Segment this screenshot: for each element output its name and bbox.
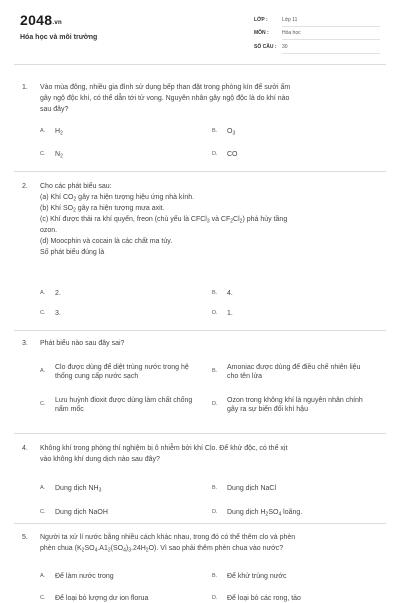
question-number: 2. bbox=[22, 183, 28, 190]
option-text: $N_2$ bbox=[55, 151, 63, 160]
option-text: 2. bbox=[55, 290, 61, 297]
question-text-line: (c) Khí được thải ra khí quyển, freon (chủ yếu là CFCl$_3$ và $CF_2Cl_2$) phá hủy tầng bbox=[40, 216, 288, 225]
worksheet-page: 2048.vn Hóa học và môi trường LỚP : Lớp 11 MÔN : Hóa học SỐ CÂU : 30 1. Vào mùa đông, nhiều gia đình sử dụng bếp than đặt trong phòng kín để sưởi ấm gây ngộ độc khí, có thể dẫn tới tử vong. Nguyên nhân gây ngộ độc là do khí nào sau đây? A. $H_2$ B. $O_3$ C. $N_2$ D. CO 2. Cho các phát biểu sau: (a) Khí $CO_2$ gây ra hiện tượng hiệu ứng nhà kính. (b) Khí $SO_2$ gây ra hiện tượng mưa axit. (c) Khí được thải ra khí quyển, freon (chủ yếu là CFCl$_3$ và $CF_2Cl_2$) phá hủy tầng ozon. (d) Moocphin và cocain là các chất ma túy. Số phát biểu đúng là A. 2. B. 4. C. 3. D. 1. 3. Phát biểu nào sau đây sai? A. Clo được dùng để diệt trùng nước trong hệ thống cung cấp nước sạch B. Amoniac được dùng để điều chế nhiên liệu cho tên lửa C. Lưu huỳnh đioxit được dùng làm chất chống nấm mốc D. Ozon trong không khí là nguyên nhân chính gây ra sự biến đổi khí hậu 4. Không khí trong phòng thí nghiệm bị ô nhiễm bởi khí Clo. Để khử độc, có thể xịt vào không khí dung dịch nào sau đây? A. Dung dịch $NH_3$ B. Dung dịch NaCl C. Dung dịch NaOH D. Dung dịch $H_2SO_4$ loãng. 5. Người ta xử lí nước bằng nhiều cách khác nhau, trong đó có thể thêm clo và phèn phèn chua $(K_2SO_4.A1_2(SO_4)_3.24H_2O)$. Vì sao phải thêm phèn chua vào nước? A. Để làm nước trong B. Để khử trùng nước C. Để loại bỏ lượng dư ion florua D. Để loại bỏ các rong, tảo bbox=[0, 0, 400, 600]
option-letter: B. bbox=[212, 128, 218, 134]
question-text-line: Số phát biểu đúng là bbox=[40, 249, 105, 256]
question-text bbox=[40, 443, 372, 465]
question-text-line: (a) Khí $CO_2$ gây ra hiện tượng hiệu ứng nhà kính. bbox=[40, 194, 195, 203]
question-divider bbox=[14, 523, 386, 524]
option-letter: C. bbox=[40, 595, 46, 601]
header-divider bbox=[14, 64, 386, 65]
option-letter: B. bbox=[212, 485, 218, 491]
question-text-line: Phát biểu nào sau đây sai? bbox=[40, 340, 125, 347]
question-divider bbox=[14, 171, 386, 172]
option-letter: D. bbox=[212, 310, 218, 316]
option-text: Để loại bỏ các rong, tảo bbox=[227, 595, 301, 602]
option-letter: C. bbox=[40, 151, 46, 157]
option-text: 4. bbox=[227, 290, 233, 297]
option-text: Amoniac được dùng để điều chế nhiên liệu cho tên lửa bbox=[227, 364, 361, 380]
option-text: Lưu huỳnh đioxit được dùng làm chất chống nấm mốc bbox=[55, 397, 193, 413]
option-letter: A. bbox=[40, 485, 46, 491]
question-text bbox=[40, 181, 372, 258]
option-letter: B. bbox=[212, 290, 218, 296]
question-text-line: (d) Moocphin và cocain là các chất ma túy. bbox=[40, 238, 173, 245]
question-text-line: vào không khí dung dịch nào sau đây? bbox=[40, 456, 160, 463]
question-number: 3. bbox=[22, 340, 28, 347]
question-text-line: Vào mùa đông, nhiều gia đình sử dụng bếp than đặt trong phòng kín để sưởi ấm bbox=[40, 84, 291, 91]
question-text bbox=[40, 532, 372, 554]
option-letter: A. bbox=[40, 128, 46, 134]
question-number: 5. bbox=[22, 534, 28, 541]
option-text: Dung dịch NaOH bbox=[55, 509, 108, 516]
option-letter: A. bbox=[40, 368, 46, 374]
question-divider bbox=[14, 433, 386, 434]
option-text: Dung dịch NaCl bbox=[227, 485, 277, 492]
option-text: CO bbox=[227, 151, 238, 158]
option-letter: B. bbox=[212, 573, 218, 579]
question-number: 4. bbox=[22, 445, 28, 452]
option-text: Dung dịch $H_2SO_4$ loãng. bbox=[227, 509, 303, 518]
question-text-line: gây ngộ độc khí, có thể dẫn tới tử vong. Nguyên nhân gây ngộ độc là do khí nào bbox=[40, 95, 290, 102]
question-divider bbox=[14, 330, 386, 331]
question-text bbox=[40, 338, 372, 349]
site-logo[interactable]: 2048.vn bbox=[20, 12, 62, 28]
option-text: Dung dịch $NH_3$ bbox=[55, 485, 102, 494]
option-letter: D. bbox=[212, 595, 218, 601]
option-letter: D. bbox=[212, 151, 218, 157]
option-letter: D. bbox=[212, 401, 218, 407]
question-number: 1. bbox=[22, 84, 28, 91]
question-text-line: Không khí trong phòng thí nghiệm bị ô nhiễm bởi khí Clo. Để khử độc, có thể xịt bbox=[40, 445, 288, 452]
option-text: $O_3$ bbox=[227, 128, 236, 137]
question-text-line: Cho các phát biểu sau: bbox=[40, 183, 112, 190]
option-letter: A. bbox=[40, 290, 46, 296]
option-letter: C. bbox=[40, 509, 46, 515]
option-text: Clo được dùng để diệt trùng nước trong hệ thống cung cấp nước sạch bbox=[55, 364, 189, 380]
question-text-line: (b) Khí $SO_2$ gây ra hiện tượng mưa axit. bbox=[40, 205, 165, 214]
question-text-line: Người ta xử lí nước bằng nhiều cách khác nhau, trong đó có thể thêm clo và phèn bbox=[40, 534, 296, 541]
question-text-line: ozon. bbox=[40, 227, 58, 234]
question-text-line: phèn chua $(K_2SO_4.A1_2(SO_4)_3.24H_2O)$. Vì sao phải thêm phèn chua vào nước? bbox=[40, 545, 284, 554]
option-letter: C. bbox=[40, 310, 46, 316]
option-text: Để làm nước trong bbox=[55, 573, 114, 580]
option-letter: B. bbox=[212, 368, 218, 374]
question-text bbox=[40, 82, 372, 115]
option-text: Để loại bỏ lượng dư ion florua bbox=[55, 595, 149, 602]
option-text: 3. bbox=[55, 310, 61, 317]
option-letter: A. bbox=[40, 573, 46, 579]
worksheet-title: Hóa học và môi trường bbox=[20, 34, 98, 41]
option-text: 1. bbox=[227, 310, 233, 317]
option-text: Để khử trùng nước bbox=[227, 573, 287, 580]
option-letter: D. bbox=[212, 509, 218, 515]
question-text-line: sau đây? bbox=[40, 106, 69, 113]
option-letter: C. bbox=[40, 401, 46, 407]
option-text: $H_2$ bbox=[55, 128, 63, 137]
option-text: Ozon trong không khí là nguyên nhân chính gây ra sự biến đổi khí hậu bbox=[227, 397, 363, 413]
